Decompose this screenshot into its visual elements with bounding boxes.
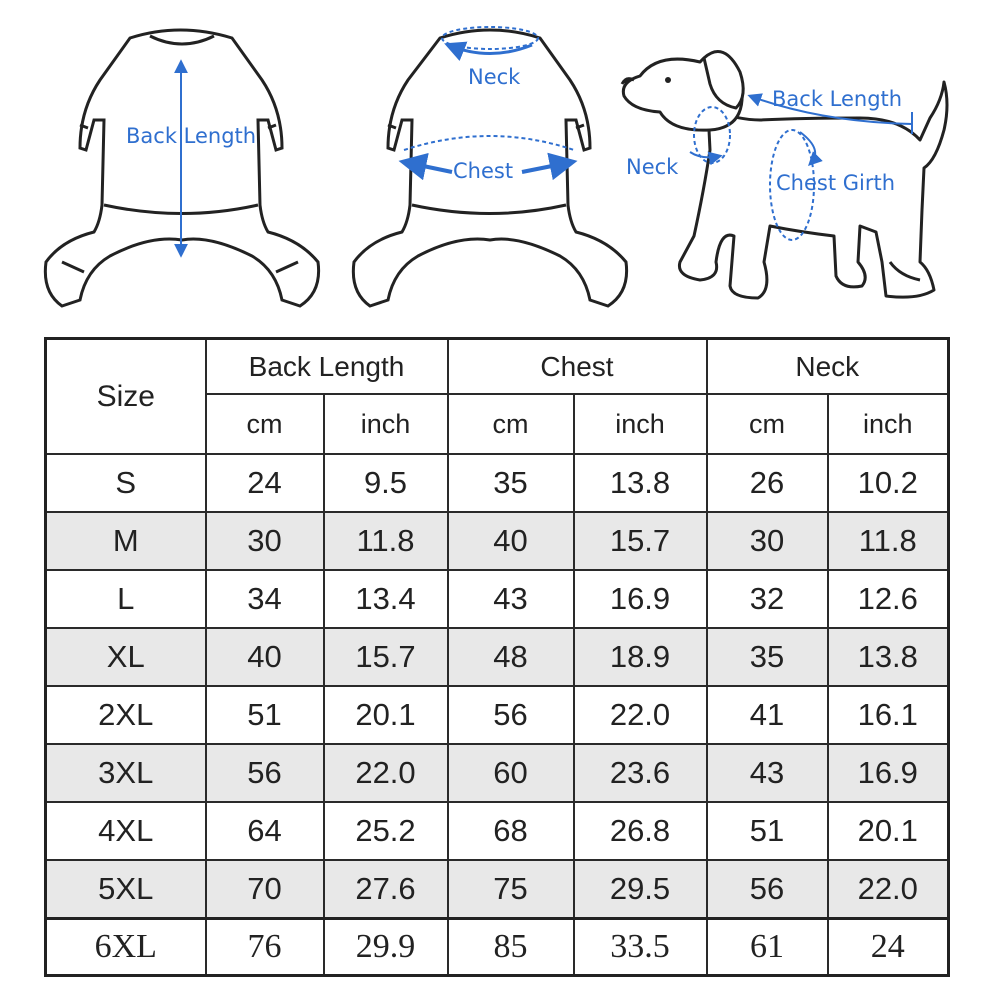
dog-neck-label: Neck [626,155,679,179]
size-cell: L [46,570,206,628]
table-row [46,454,949,512]
back-length-header: Back Length [206,339,448,395]
table-row [46,570,949,628]
measurement-cell: 34 [206,570,324,628]
measurement-cell: 16.9 [574,570,707,628]
dog-chest-girth-label: Chest Girth [776,171,896,195]
size-cell: 4XL [46,802,206,860]
measurement-cell: 29.5 [574,860,707,919]
measurement-cell: 26 [707,454,828,512]
table-row [46,686,949,744]
measurement-cell: 26.8 [574,802,707,860]
measurement-cell: 40 [206,628,324,686]
measurement-cell: 43 [448,570,574,628]
dog-back-length-label: Back Length [772,87,903,111]
measurement-cell: 29.9 [324,919,448,976]
chest-label: Chest [453,159,514,183]
table-row [46,860,949,919]
measurement-cell: 9.5 [324,454,448,512]
measurement-cell: 13.8 [828,628,949,686]
measurement-cell: 30 [206,512,324,570]
size-chart-table [44,337,950,977]
measurement-cell: 23.6 [574,744,707,802]
measurement-cell: 51 [206,686,324,744]
measurement-cell: 22.0 [574,686,707,744]
measurement-cell: 13.4 [324,570,448,628]
table-row [46,628,949,686]
measurement-cell: 70 [206,860,324,919]
measurement-cell: 22.0 [828,860,949,919]
measurement-cell: 11.8 [324,512,448,570]
measurement-illustrations [0,0,1000,325]
measurement-cell: 64 [206,802,324,860]
measurement-cell: 16.1 [828,686,949,744]
back-length-label: Back Length [126,124,257,148]
measurement-cell: 13.8 [574,454,707,512]
measurement-cell: 51 [707,802,828,860]
size-cell: 3XL [46,744,206,802]
measurement-cell: 43 [707,744,828,802]
measurement-cell: 35 [707,628,828,686]
unit-header: cm [707,394,828,454]
size-cell: XL [46,628,206,686]
measurement-cell: 22.0 [324,744,448,802]
size-cell: 2XL [46,686,206,744]
table-row [46,919,949,976]
measurement-cell: 56 [206,744,324,802]
table-row [46,802,949,860]
measurement-cell: 40 [448,512,574,570]
size-rows [46,454,949,976]
measurement-cell: 32 [707,570,828,628]
measurement-cell: 35 [448,454,574,512]
neck-header: Neck [707,339,949,395]
measurement-cell: 12.6 [828,570,949,628]
size-cell: M [46,512,206,570]
unit-header: cm [448,394,574,454]
unit-header: inch [324,394,448,454]
measurement-cell: 68 [448,802,574,860]
measurement-cell: 11.8 [828,512,949,570]
table-row [46,744,949,802]
measurement-cell: 61 [707,919,828,976]
measurement-cell: 60 [448,744,574,802]
measurement-cell: 48 [448,628,574,686]
measurement-cell: 30 [707,512,828,570]
size-cell: 5XL [46,860,206,919]
measurement-cell: 76 [206,919,324,976]
measurement-cell: 16.9 [828,744,949,802]
size-header: Size [46,339,206,455]
unit-header: inch [828,394,949,454]
measurement-cell: 24 [206,454,324,512]
measurement-cell: 15.7 [324,628,448,686]
measurement-cell: 18.9 [574,628,707,686]
size-cell: S [46,454,206,512]
unit-header: cm [206,394,324,454]
measurement-cell: 33.5 [574,919,707,976]
size-cell: 6XL [46,919,206,976]
measurement-cell: 27.6 [324,860,448,919]
measurement-cell: 56 [448,686,574,744]
measurement-cell: 24 [828,919,949,976]
measurement-cell: 41 [707,686,828,744]
measurement-cell: 20.1 [324,686,448,744]
measurement-cell: 25.2 [324,802,448,860]
measurement-cell: 10.2 [828,454,949,512]
measurement-cell: 15.7 [574,512,707,570]
measurement-cell: 75 [448,860,574,919]
table-row [46,512,949,570]
chest-header: Chest [448,339,707,395]
unit-header: inch [574,394,707,454]
measurement-cell: 56 [707,860,828,919]
neck-label: Neck [468,65,521,89]
measurement-cell: 20.1 [828,802,949,860]
measurement-cell: 85 [448,919,574,976]
